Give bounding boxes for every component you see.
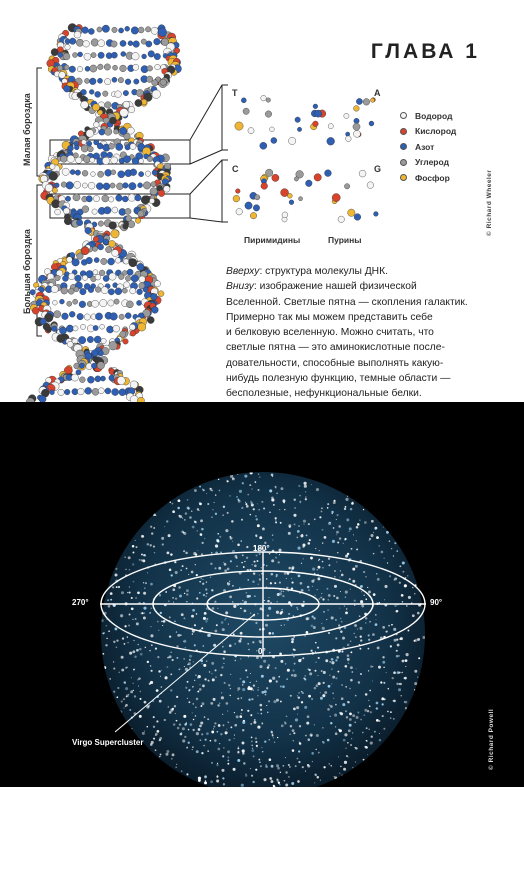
credit-powell: © Richard Powell xyxy=(488,708,495,770)
dna-panel xyxy=(0,0,524,402)
virgo-supercluster-label: Virgo Supercluster xyxy=(72,738,144,747)
caption-line: Примерно так мы можем представить себе xyxy=(226,311,433,323)
caption-line: Вселенной. Светлые пятна — скопления галактик. xyxy=(226,296,468,308)
carbon-dot-icon xyxy=(400,159,407,166)
figure-caption: Вверху: структура молекулы ДНК. Внизу: изображение нашей физической Вселенной. Светлые пятна — скопления галактик. Примерно так мы можем представить себе и белковую вселенную. Можно считать, что светлые пятна — это аминокислотные после- довательности, способные выполнять какую- нибудь полезную функцию, темные области — бесполезные, нефункциональные белки. xyxy=(226,264,476,402)
caption-bottom-label: Внизу xyxy=(226,281,254,293)
base-pair-molecules xyxy=(233,95,378,222)
phosphorus-dot-icon xyxy=(400,174,407,181)
legend-item: Кислород xyxy=(400,124,456,140)
caption-line: нибудь полезную функцию, темные области — xyxy=(226,373,451,385)
major-groove-label: Большая бороздка xyxy=(22,229,32,314)
universe-panel xyxy=(0,402,524,862)
base-label-g: G xyxy=(374,164,382,174)
chapter-title: ГЛАВА 1 xyxy=(370,40,480,63)
base-label-a: A xyxy=(374,88,381,98)
legend-item: Фосфор xyxy=(400,170,456,186)
atom-legend xyxy=(400,108,456,186)
coordinate-rings xyxy=(100,552,426,656)
purines-label: Пурины xyxy=(328,235,362,245)
degree-label-180: 180° xyxy=(253,544,270,553)
legend-item: Углерод xyxy=(400,155,456,171)
pyrimidines-label: Пиримидины xyxy=(244,235,301,245)
caption-line: светлые пятна — это аминокислотные после- xyxy=(226,342,445,354)
nitrogen-dot-icon xyxy=(400,143,407,150)
dna-helix xyxy=(26,23,181,402)
degree-label-270: 270° xyxy=(72,598,89,607)
caption-line: довательности, способные выполнять какую- xyxy=(226,357,444,369)
caption-line: бесполезные, нефункциональные белки. xyxy=(226,388,422,400)
caption-line: и белковую вселенную. Можно считать, что xyxy=(226,327,434,339)
degree-label-90: 90° xyxy=(430,598,443,607)
scale-bar: 1 млрд. световых лет xyxy=(396,845,443,870)
minor-groove-label: Малая бороздка xyxy=(22,93,32,166)
scale-bar-icon xyxy=(396,866,404,870)
universe-sphere-illustration xyxy=(0,402,524,787)
oxygen-dot-icon xyxy=(400,128,407,135)
caption-top-label: Вверху xyxy=(226,266,260,277)
base-label-c: C xyxy=(232,164,239,174)
credit-wheeler: © Richard Wheeler xyxy=(486,169,493,236)
degree-label-0: 0° xyxy=(258,647,266,656)
hydrogen-dot-icon xyxy=(400,112,407,119)
base-label-t: T xyxy=(232,88,238,98)
legend-item: Азот xyxy=(400,139,456,155)
legend-item: Водород xyxy=(400,108,456,124)
